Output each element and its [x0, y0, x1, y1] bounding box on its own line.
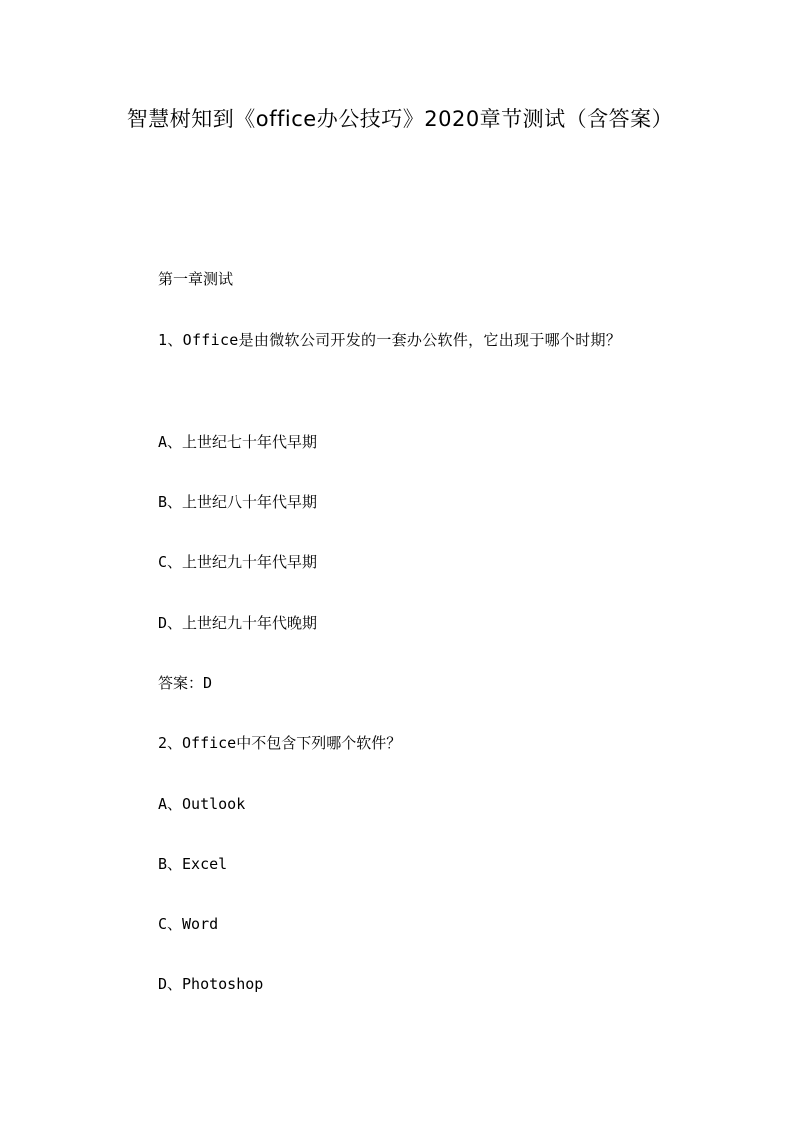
question-2-option-c: C、Word: [158, 915, 219, 933]
question-2-option-a: A、Outlook: [158, 795, 246, 813]
question-1-stem: 1、Office是由微软公司开发的一套办公软件，它出现于哪个时期？: [158, 331, 622, 349]
question-1-option-b: B、上世纪八十年代早期: [158, 493, 318, 511]
question-1-option-d: D、上世纪九十年代晚期: [158, 614, 318, 632]
question-2-option-d: D、Photoshop: [158, 975, 264, 993]
question-2-option-b: B、Excel: [158, 855, 228, 873]
question-1-answer: 答案：D: [158, 674, 213, 692]
question-1-option-a: A、上世纪七十年代早期: [158, 433, 318, 451]
question-2-stem: 2、Office中不包含下列哪个软件？: [158, 734, 402, 752]
document-title: 智慧树知到《office办公技巧》2020章节测试（含答案）: [126, 107, 674, 131]
question-1-option-c: C、上世纪九十年代早期: [158, 553, 318, 571]
chapter-heading: 第一章测试: [158, 270, 234, 288]
